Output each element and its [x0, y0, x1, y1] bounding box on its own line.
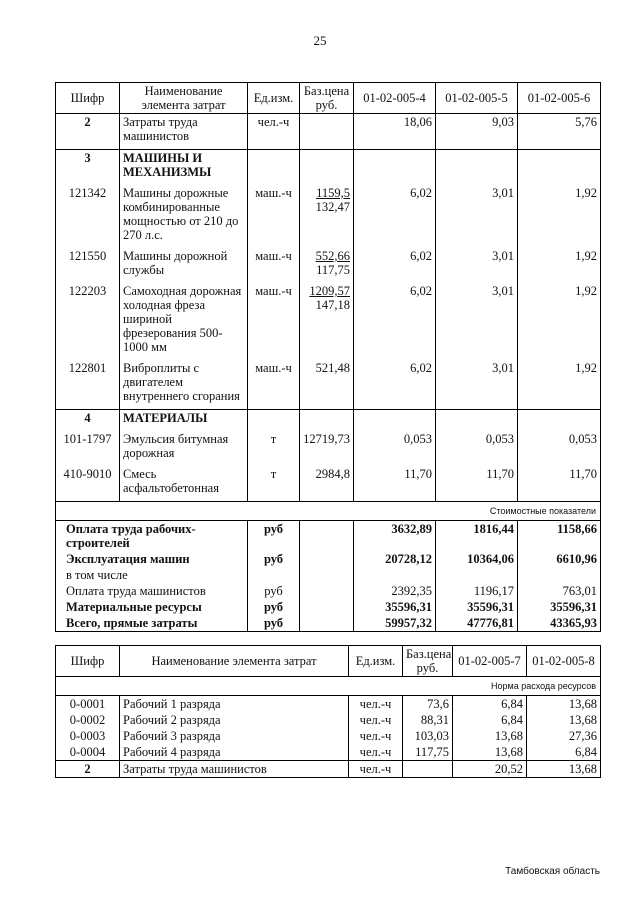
table-row [56, 248, 601, 283]
row-norm-6 [518, 150, 601, 186]
row-unit: маш.-ч [248, 185, 300, 248]
row-name: Машины дорожные комбинированные мощностью от 210 до 270 л.с. [120, 185, 248, 248]
row-code: 122203 [56, 283, 120, 360]
row-code: 121342 [56, 185, 120, 248]
row-price: 117,75 [403, 744, 453, 761]
row-name: Машины дорожной службы [120, 248, 248, 283]
row-name: Рабочий 1 разряда [120, 696, 349, 713]
row-price: 103,03 [403, 728, 453, 744]
totals-price [300, 599, 354, 615]
resource-table-2 [55, 645, 601, 778]
row-norm-4: 18,06 [354, 114, 436, 150]
row-code: 4 [56, 410, 120, 432]
row-norm-4 [354, 410, 436, 432]
totals-value-5: 10364,06 [436, 551, 518, 567]
totals-value-5: 1196,17 [436, 583, 518, 599]
totals-value-6: 1158,66 [518, 521, 601, 552]
row-unit: маш.-ч [248, 283, 300, 360]
row-norm-4: 6,02 [354, 248, 436, 283]
row-unit: маш.-ч [248, 360, 300, 410]
row-code: 3 [56, 150, 120, 186]
totals-label: Оплата труда машинистов [56, 583, 248, 599]
totals-row [56, 567, 601, 583]
totals-value-5 [436, 567, 518, 583]
row-code: 122801 [56, 360, 120, 410]
totals-price [300, 521, 354, 552]
row-price [300, 431, 354, 466]
row-name: Смесь асфальтобетонная [120, 466, 248, 502]
cost-note-row [56, 502, 601, 521]
totals-price [300, 615, 354, 632]
table-row [56, 466, 601, 502]
row-name: Затраты труда машинистов [120, 761, 349, 778]
totals-value-6 [518, 567, 601, 583]
totals-price [300, 583, 354, 599]
cost-note: Стоимостные показатели [56, 502, 601, 521]
totals-value-6: 763,01 [518, 583, 601, 599]
table-row [56, 712, 601, 728]
row-norm-8: 27,36 [527, 728, 601, 744]
resource-table-1 [55, 82, 601, 632]
col-header-name: Наименование элемента затрат [120, 83, 248, 114]
row-name: МАШИНЫ И МЕХАНИЗМЫ [120, 150, 248, 186]
row-norm-4: 6,02 [354, 360, 436, 410]
table1-header-row [56, 83, 601, 114]
row-norm-8: 13,68 [527, 761, 601, 778]
row-norm-4: 6,02 [354, 185, 436, 248]
totals-label: Всего, прямые затраты [56, 615, 248, 632]
row-norm-4 [354, 150, 436, 186]
price-wage-value: 132,47 [315, 200, 350, 214]
col-header-norm-7: 01-02-005-7 [453, 646, 527, 677]
row-code: 2 [56, 761, 120, 778]
row-norm-5: 11,70 [436, 466, 518, 502]
table-row [56, 410, 601, 432]
row-norm-5 [436, 150, 518, 186]
row-price [300, 360, 354, 410]
row-name: Рабочий 4 разряда [120, 744, 349, 761]
totals-value-4: 20728,12 [354, 551, 436, 567]
table-row [56, 761, 601, 778]
row-norm-5: 3,01 [436, 360, 518, 410]
row-norm-5: 9,03 [436, 114, 518, 150]
table-row [56, 431, 601, 466]
row-price: 88,31 [403, 712, 453, 728]
col-header-norm-8: 01-02-005-8 [527, 646, 601, 677]
totals-label: в том числе [56, 567, 248, 583]
table-row [56, 744, 601, 761]
col-header-code: Шифр [56, 646, 120, 677]
row-norm-7: 13,68 [453, 744, 527, 761]
table-row [56, 696, 601, 713]
totals-unit: руб [248, 599, 300, 615]
row-name: Затраты труда машинистов [120, 114, 248, 150]
row-price [300, 248, 354, 283]
totals-unit: руб [248, 583, 300, 599]
totals-row [56, 615, 601, 632]
row-code: 0-0004 [56, 744, 120, 761]
row-price [300, 185, 354, 248]
row-norm-6: 1,92 [518, 283, 601, 360]
row-unit: чел.-ч [349, 696, 403, 713]
footer-region: Тамбовская область [505, 866, 600, 877]
row-code: 0-0001 [56, 696, 120, 713]
price-value: 2984,8 [315, 467, 350, 481]
table-row [56, 150, 601, 186]
row-norm-6: 1,92 [518, 360, 601, 410]
totals-value-5: 35596,31 [436, 599, 518, 615]
row-code: 121550 [56, 248, 120, 283]
row-norm-7: 13,68 [453, 728, 527, 744]
row-unit [248, 410, 300, 432]
row-price [300, 466, 354, 502]
totals-value-6: 6610,96 [518, 551, 601, 567]
table1-body [56, 114, 601, 632]
totals-row [56, 599, 601, 615]
table-row [56, 728, 601, 744]
row-norm-5: 3,01 [436, 248, 518, 283]
row-price [300, 410, 354, 432]
row-code: 410-9010 [56, 466, 120, 502]
table2-header-row [56, 646, 601, 677]
totals-value-6: 43365,93 [518, 615, 601, 632]
price-value: 12719,73 [303, 432, 350, 446]
row-unit: чел.-ч [349, 728, 403, 744]
totals-value-4: 35596,31 [354, 599, 436, 615]
totals-row [56, 521, 601, 552]
row-norm-7: 6,84 [453, 696, 527, 713]
totals-row [56, 551, 601, 567]
totals-value-4 [354, 567, 436, 583]
row-unit: чел.-ч [349, 712, 403, 728]
row-code: 0-0002 [56, 712, 120, 728]
totals-price [300, 551, 354, 567]
norm-note: Норма расхода ресурсов [56, 677, 601, 696]
price-value: 1159,5 [316, 186, 350, 200]
row-norm-4: 11,70 [354, 466, 436, 502]
row-price [403, 761, 453, 778]
row-name: МАТЕРИАЛЫ [120, 410, 248, 432]
col-header-name: Наименование элемента затрат [120, 646, 349, 677]
row-unit: маш.-ч [248, 248, 300, 283]
row-norm-8: 6,84 [527, 744, 601, 761]
price-value: 552,66 [315, 249, 350, 263]
totals-unit: руб [248, 615, 300, 632]
totals-unit: руб [248, 521, 300, 552]
norm-note-row [56, 677, 601, 696]
table-row [56, 114, 601, 150]
row-code: 101-1797 [56, 431, 120, 466]
col-header-norm-4: 01-02-005-4 [354, 83, 436, 114]
totals-unit: руб [248, 551, 300, 567]
row-norm-5: 3,01 [436, 283, 518, 360]
totals-label: Эксплуатация машин [56, 551, 248, 567]
row-norm-4: 0,053 [354, 431, 436, 466]
row-norm-7: 20,52 [453, 761, 527, 778]
row-price: 73,6 [403, 696, 453, 713]
totals-value-5: 1816,44 [436, 521, 518, 552]
row-unit: чел.-ч [349, 761, 403, 778]
row-norm-7: 6,84 [453, 712, 527, 728]
table-row [56, 360, 601, 410]
row-norm-5: 3,01 [436, 185, 518, 248]
totals-value-4: 2392,35 [354, 583, 436, 599]
row-norm-4: 6,02 [354, 283, 436, 360]
row-name: Виброплиты с двигателем внутреннего сгорания [120, 360, 248, 410]
price-wage-value: 117,75 [316, 263, 350, 277]
row-norm-6: 1,92 [518, 185, 601, 248]
row-code: 2 [56, 114, 120, 150]
row-name: Рабочий 2 разряда [120, 712, 349, 728]
table-row [56, 185, 601, 248]
totals-value-4: 3632,89 [354, 521, 436, 552]
row-norm-6 [518, 410, 601, 432]
totals-label: Оплата труда рабочих-строителей [56, 521, 248, 552]
col-header-code: Шифр [56, 83, 120, 114]
row-norm-8: 13,68 [527, 696, 601, 713]
row-name: Эмульсия битумная дорожная [120, 431, 248, 466]
price-wage-value: 147,18 [315, 298, 350, 312]
col-header-norm-6: 01-02-005-6 [518, 83, 601, 114]
row-price [300, 283, 354, 360]
col-header-unit: Ед.изм. [248, 83, 300, 114]
totals-unit [248, 567, 300, 583]
row-name: Самоходная дорожная холодная фреза шириной фрезерования 500-1000 мм [120, 283, 248, 360]
table2-body [56, 677, 601, 778]
row-code: 0-0003 [56, 728, 120, 744]
price-value: 1209,57 [309, 284, 350, 298]
totals-row [56, 583, 601, 599]
col-header-norm-5: 01-02-005-5 [436, 83, 518, 114]
row-unit: т [248, 466, 300, 502]
row-unit [248, 150, 300, 186]
totals-value-6: 35596,31 [518, 599, 601, 615]
row-norm-6: 5,76 [518, 114, 601, 150]
row-norm-5: 0,053 [436, 431, 518, 466]
row-price [300, 114, 354, 150]
price-value: 521,48 [315, 361, 350, 375]
row-unit: чел.-ч [248, 114, 300, 150]
row-unit: чел.-ч [349, 744, 403, 761]
row-name: Рабочий 3 разряда [120, 728, 349, 744]
row-unit: т [248, 431, 300, 466]
totals-price [300, 567, 354, 583]
row-norm-6: 1,92 [518, 248, 601, 283]
col-header-price: Баз.цена руб. [300, 83, 354, 114]
totals-label: Материальные ресурсы [56, 599, 248, 615]
totals-value-4: 59957,32 [354, 615, 436, 632]
row-norm-5 [436, 410, 518, 432]
row-norm-6: 11,70 [518, 466, 601, 502]
table-row [56, 283, 601, 360]
col-header-unit: Ед.изм. [349, 646, 403, 677]
page-number: 25 [313, 33, 327, 48]
col-header-price: Баз.цена руб. [403, 646, 453, 677]
row-norm-6: 0,053 [518, 431, 601, 466]
totals-value-5: 47776,81 [436, 615, 518, 632]
row-price [300, 150, 354, 186]
row-norm-8: 13,68 [527, 712, 601, 728]
